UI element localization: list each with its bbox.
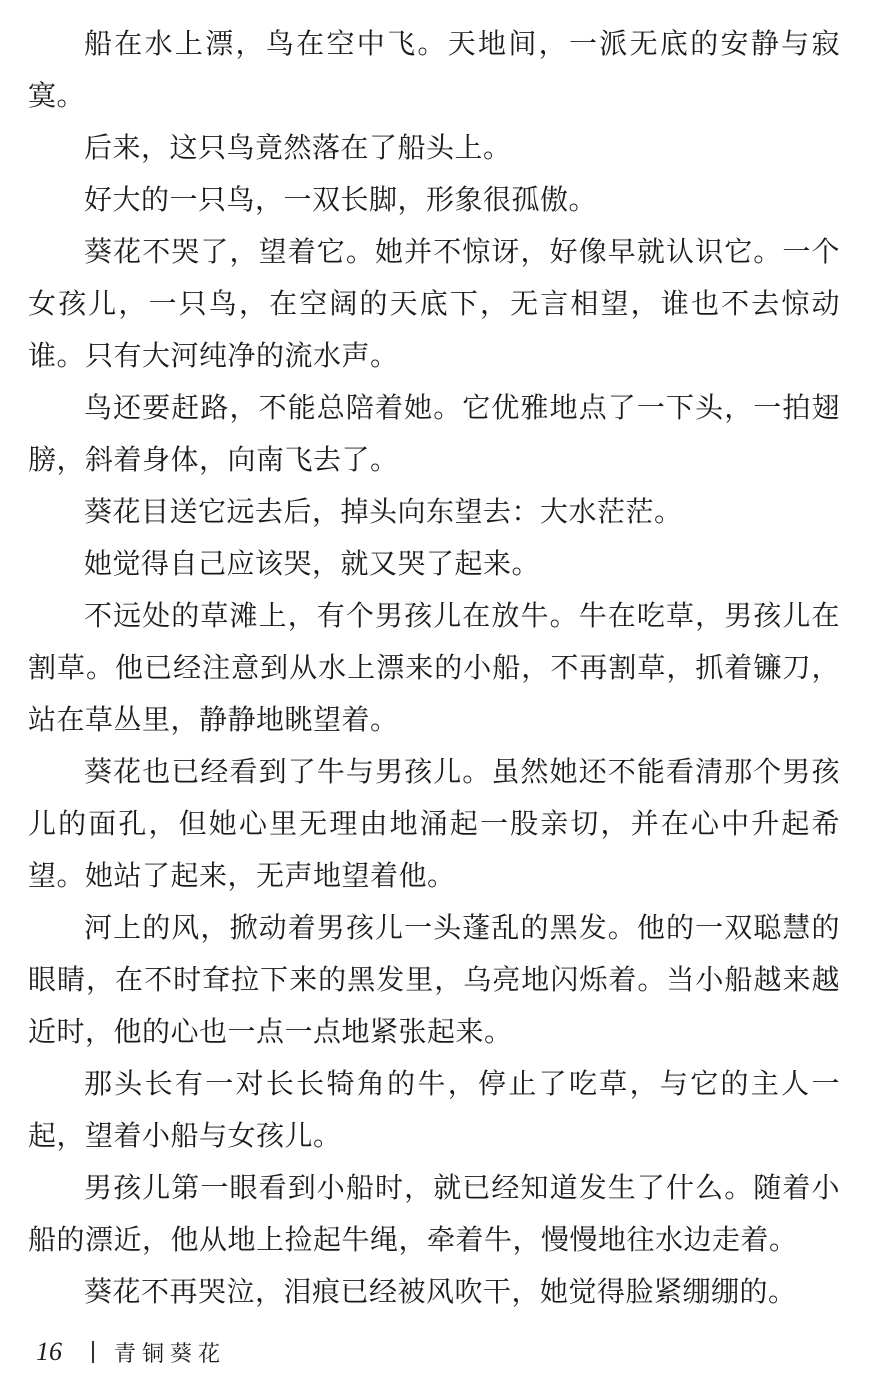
paragraph: 河上的风，掀动着男孩儿一头蓬乱的黑发。他的一双聪慧的眼睛，在不时耷拉下来的黑发里，乌亮地闪烁着。当小船越来越近时，他的心也一点一点地紧张起来。 (28, 911, 840, 1048)
paragraph: 她觉得自己应该哭，就又哭了起来。 (84, 547, 541, 580)
paragraph: 葵花不哭了，望着它。她并不惊讶，好像早就认识它。一个女孩儿，一只鸟，在空阔的天底下，无言相望，谁也不去惊动谁。只有大河纯净的流水声。 (28, 235, 840, 372)
paragraph: 不远处的草滩上，有个男孩儿在放牛。牛在吃草，男孩儿在割草。他已经注意到从水上漂来的小船，不再割草，抓着镰刀，站在草丛里，静静地眺望着。 (28, 599, 840, 736)
paragraph: 那头长有一对长长犄角的牛，停止了吃草，与它的主人一起，望着小船与女孩儿。 (28, 1067, 840, 1152)
paragraph: 葵花不再哭泣，泪痕已经被风吹干，她觉得脸紧绷绷的。 (84, 1275, 797, 1308)
body-text (28, 18, 840, 1318)
book-title: 青铜葵花 (114, 1341, 227, 1367)
page-footer (36, 1332, 226, 1372)
paragraph: 后来，这只鸟竟然落在了船头上。 (84, 131, 512, 164)
paragraph: 男孩儿第一眼看到小船时，就已经知道发生了什么。随着小船的漂近，他从地上捡起牛绳，牵着牛，慢慢地往水边走着。 (28, 1171, 840, 1256)
paragraph: 鸟还要赶路，不能总陪着她。它优雅地点了一下头，一拍翅膀，斜着身体，向南飞去了。 (28, 391, 840, 476)
page-number: 16 (36, 1337, 62, 1366)
paragraph: 葵花也已经看到了牛与男孩儿。虽然她还不能看清那个男孩儿的面孔，但她心里无理由地涌起一股亲切，并在心中升起希望。她站了起来，无声地望着他。 (28, 755, 840, 892)
paragraph: 船在水上漂，鸟在空中飞。天地间，一派无底的安静与寂寞。 (28, 27, 840, 112)
paragraph: 葵花目送它远去后，掉头向东望去：大水茫茫。 (84, 495, 683, 528)
paragraph: 好大的一只鸟，一双长脚，形象很孤傲。 (84, 183, 598, 216)
footer-divider (92, 1341, 94, 1363)
